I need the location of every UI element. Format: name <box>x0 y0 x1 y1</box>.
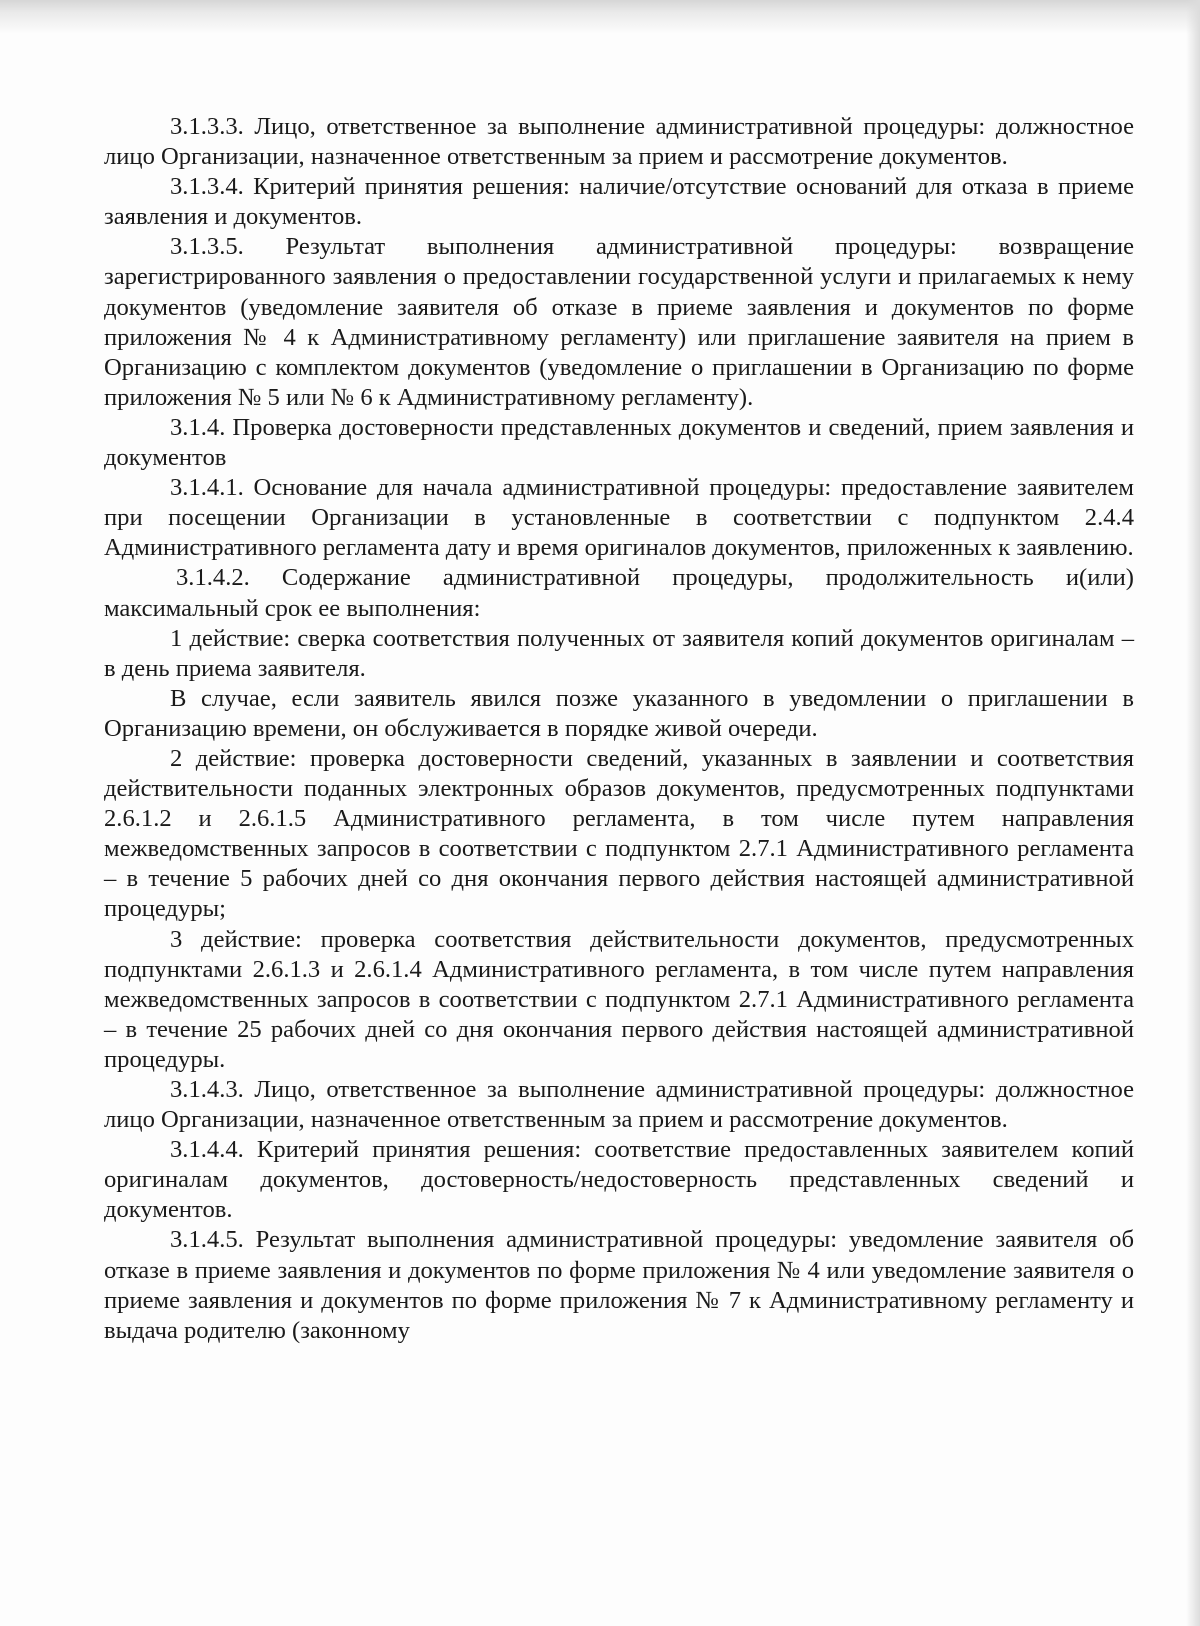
paragraph-3-1-3-5: 3.1.3.5. Результат выполнения административной процедуры: возвращение зарегистрированного заявления о предоставлении государственной услуги и прилагаемых к нему документов (уведомление заявителя об отказе в приеме заявления и документов по форме приложения № 4 к Административному регламенту) или приглашение заявителя на прием в Организацию с комплектом документов (уведомление о приглашении в Организацию по форме приложения № 5 или № 6 к Административному регламенту). <box>104 233 1134 411</box>
paragraph-3-1-4-2: 3.1.4.2. Содержание административной процедуры, продолжительность и(или) максимальный срок ее выполнения: <box>104 564 1134 622</box>
paragraph-action-3: 3 действие: проверка соответствия действительности документов, предусмотренных подпунктами 2.6.1.3 и 2.6.1.4 Административного регламента, в том числе путем направления межведомственных запросов в соответствии с подпунктом 2.7.1 Административного регламента – в течение 25 рабочих дней со дня окончания первого действия настоящей административной процедуры. <box>104 925 1134 1073</box>
scan-right-edge <box>1186 0 1200 1626</box>
paragraph-3-1-4-1: 3.1.4.1. Основание для начала административной процедуры: предоставление заявителем при посещении Организации в установленные в соответствии с подпунктом 2.4.4 Административного регламента дату и время оригиналов документов, приложенных к заявлению. <box>104 474 1134 562</box>
paragraph-action-2: 2 действие: проверка достоверности сведений, указанных в заявлении и соответствия действительности поданных электронных образов документов, предусмотренных подпунктами 2.6.1.2 и 2.6.1.5 Административного регламента, в том числе путем направления межведомственных запросов в соответствии с подпунктом 2.7.1 Административного регламента – в течение 5 рабочих дней со дня окончания первого действия настоящей административной процедуры; <box>104 744 1134 923</box>
paragraph-3-1-4: 3.1.4. Проверка достоверности представленных документов и сведений, прием заявления и документов <box>104 413 1134 472</box>
paragraph-3-1-4-5: 3.1.4.5. Результат выполнения административной процедуры: уведомление заявителя об отказе в приеме заявления и документов по форме приложения № 4 или уведомление заявителя о приеме заявления и документов по форме приложения № 7 к Административному регламенту и выдача родителю (законному <box>104 1226 1134 1344</box>
scan-top-edge <box>0 0 1200 34</box>
paragraph-3-1-3-3: 3.1.3.3. Лицо, ответственное за выполнение административной процедуры: должностное лицо Организации, назначенное ответственным за прием и рассмотрение документов. <box>104 113 1134 171</box>
paragraph-late-arrival: В случае, если заявитель явился позже указанного в уведомлении о приглашении в Организацию времени, он обслуживается в порядке живой очереди. <box>104 684 1134 742</box>
paragraph-3-1-4-4: 3.1.4.4. Критерий принятия решения: соответствие предоставленных заявителем копий оригиналам документов, достоверность/недостоверность представленных сведений и документов. <box>104 1136 1134 1224</box>
paragraph-action-1: 1 действие: сверка соответствия полученных от заявителя копий документов оригиналам – в день приема заявителя. <box>104 624 1134 682</box>
paragraph-3-1-4-3: 3.1.4.3. Лицо, ответственное за выполнение административной процедуры: должностное лицо Организации, назначенное ответственным за прием и рассмотрение документов. <box>104 1076 1134 1134</box>
paragraph-3-1-3-4: 3.1.3.4. Критерий принятия решения: наличие/отсутствие оснований для отказа в приеме заявления и документов. <box>104 173 1134 231</box>
document-body <box>104 112 1134 1346</box>
